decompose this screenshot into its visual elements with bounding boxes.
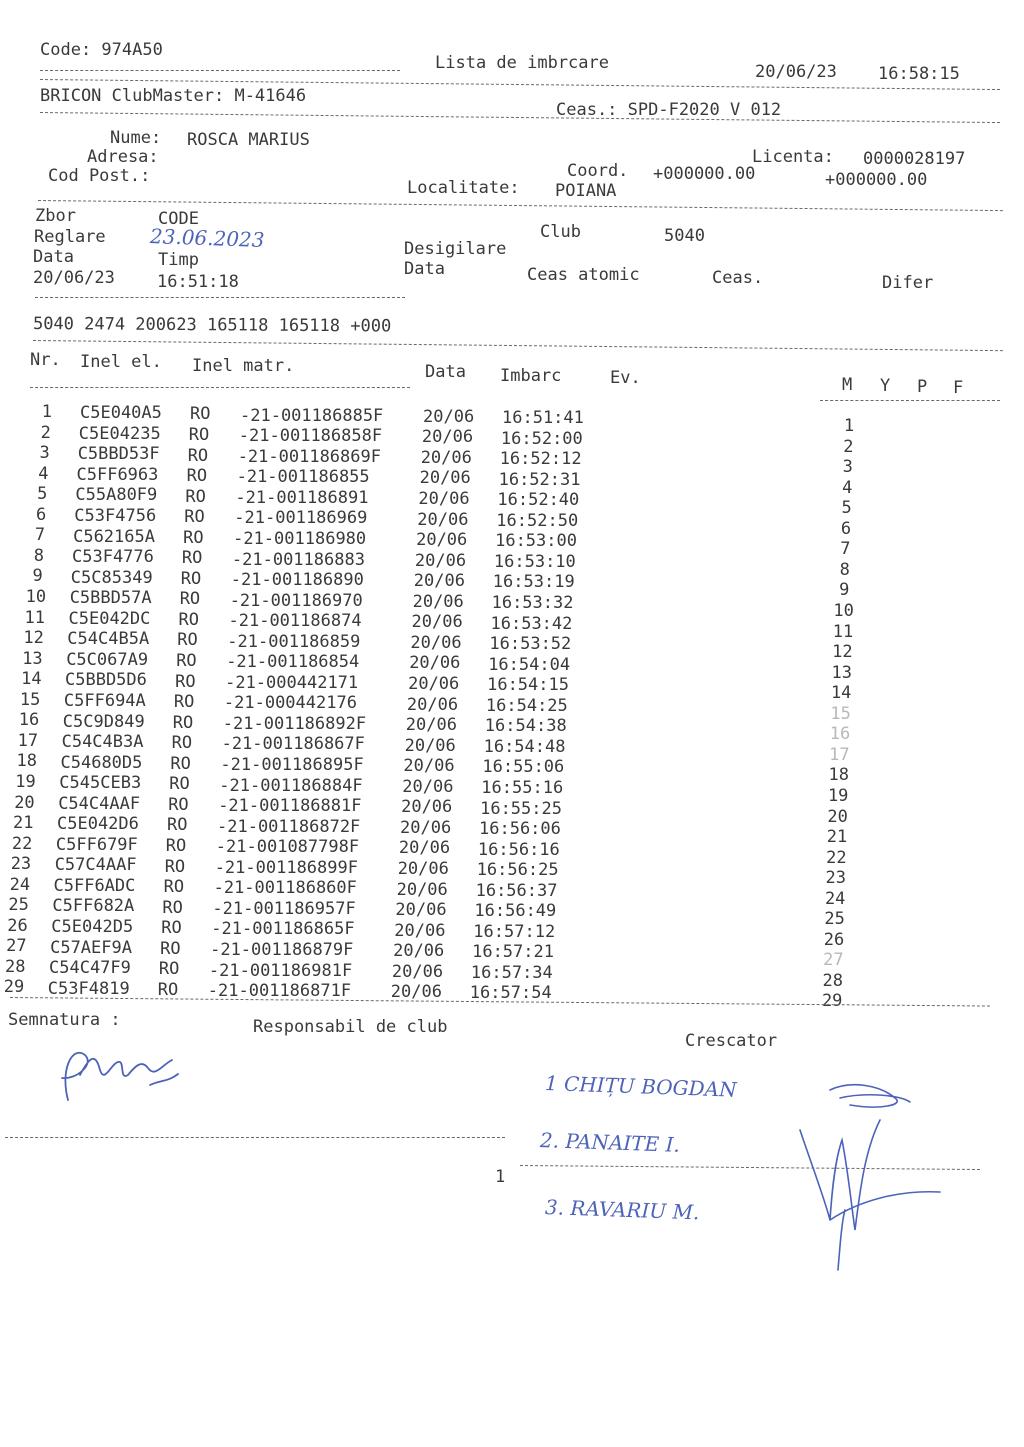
cell-c: RO xyxy=(185,486,206,507)
cell-date: 20/06 xyxy=(395,900,447,920)
cell-matr: -21-001186860F xyxy=(213,878,357,899)
committee-member-1: 1 CHIȚU BOGDAN xyxy=(544,1071,738,1102)
divider xyxy=(40,70,400,71)
col-data: Data xyxy=(425,362,466,382)
cell-time: 16:52:50 xyxy=(496,510,579,531)
committee-signatures-handwritten xyxy=(770,1070,970,1280)
cell-m: 12 xyxy=(832,642,853,662)
cell-c: RO xyxy=(160,938,181,959)
divider xyxy=(33,340,1003,351)
cell-time: 16:55:06 xyxy=(482,757,565,778)
cell-nr: 4 xyxy=(38,463,49,484)
cell-matr: -21-001186883 xyxy=(231,549,365,570)
cell-nr: 18 xyxy=(16,751,37,772)
cell-date: 20/06 xyxy=(417,509,469,530)
ceas-label: Ceas. xyxy=(712,268,764,288)
cell-nr: 28 xyxy=(5,956,26,977)
cell-c: RO xyxy=(184,507,205,528)
divider xyxy=(40,112,1000,123)
cell-el: C53F4819 xyxy=(47,978,130,999)
cell-el: C53F4756 xyxy=(74,505,157,526)
cell-time: 16:53:52 xyxy=(489,634,572,654)
cell-nr: 27 xyxy=(6,936,27,957)
cell-nr: 29 xyxy=(3,977,25,998)
cell-time: 16:52:40 xyxy=(497,490,580,511)
cell-matr: -21-000442176 xyxy=(223,693,357,714)
cell-time: 16:56:25 xyxy=(476,860,559,881)
cell-time: 16:54:15 xyxy=(487,675,569,696)
postal-label: Cod Post.: xyxy=(48,166,151,186)
cell-nr: 3 xyxy=(39,443,50,464)
cell-time: 16:56:37 xyxy=(475,880,558,901)
cell-time: 16:54:48 xyxy=(483,736,566,757)
cell-el: C5E040A5 xyxy=(80,403,162,424)
cell-c: RO xyxy=(161,918,182,939)
cell-date: 20/06 xyxy=(408,674,460,694)
cell-m: 13 xyxy=(831,662,853,683)
cell-el: C5C067A9 xyxy=(66,649,149,670)
col-ev: Ev. xyxy=(610,368,641,388)
cell-c: RO xyxy=(164,856,186,877)
cell-nr: 5 xyxy=(37,484,48,505)
locality-label: Localitate: xyxy=(407,178,520,198)
cell-m: 25 xyxy=(824,909,845,930)
cell-date: 20/06 xyxy=(394,920,446,941)
reglare-handwritten-date: 23.06.2023 xyxy=(149,224,265,252)
cell-nr: 2 xyxy=(40,422,51,443)
cell-date: 20/06 xyxy=(409,653,461,674)
cell-matr: -21-000442171 xyxy=(225,672,359,693)
cell-time: 16:54:25 xyxy=(485,695,568,716)
cell-nr: 1 xyxy=(41,402,52,422)
cell-m: 7 xyxy=(840,539,851,560)
cell-m: 14 xyxy=(830,683,852,704)
cell-date: 20/06 xyxy=(390,982,442,1003)
cell-m: 29 xyxy=(821,991,843,1012)
cell-m: 24 xyxy=(824,888,846,909)
cell-time: 16:53:19 xyxy=(492,572,575,593)
data-label: Data xyxy=(33,247,74,267)
col-imbarc: Imbarc xyxy=(500,366,562,386)
coord-x: +000000.00 xyxy=(653,164,756,184)
cell-date: 20/06 xyxy=(413,571,465,592)
col-y: Y xyxy=(880,376,891,396)
cell-date: 20/06 xyxy=(391,961,444,982)
coord-label: Coord. xyxy=(567,161,629,181)
summary-line: 5040 2474 200623 165118 165118 +000 xyxy=(32,314,392,337)
cell-m: 3 xyxy=(842,457,853,478)
cell-c: RO xyxy=(172,712,194,733)
cell-date: 20/06 xyxy=(423,406,475,427)
cell-el: C54C4AAF xyxy=(58,793,141,814)
cell-time: 16:57:21 xyxy=(472,942,554,963)
committee-member-3: 3. RAVARIU M. xyxy=(544,1195,700,1225)
cell-date: 20/06 xyxy=(404,735,456,756)
cell-matr: -21-001186980 xyxy=(233,528,367,549)
cell-nr: 12 xyxy=(23,628,44,648)
cell-nr: 15 xyxy=(19,689,41,710)
cell-matr: -21-001186899F xyxy=(214,857,358,878)
code-label: Code: 974A50 xyxy=(40,40,163,60)
cell-el: C5C85349 xyxy=(70,567,153,588)
cell-c: RO xyxy=(158,959,180,980)
desigilare-label: Desigilare xyxy=(404,239,507,259)
cell-el: C5FF682A xyxy=(52,896,135,917)
cell-c: RO xyxy=(162,897,183,918)
cell-matr: -21-001186970 xyxy=(229,590,363,611)
cell-m: 17 xyxy=(829,744,850,765)
cell-m: 16 xyxy=(829,724,851,745)
cell-matr: -21-001186859 xyxy=(227,631,361,652)
cell-date: 20/06 xyxy=(412,591,464,612)
cell-time: 16:53:32 xyxy=(491,593,574,613)
cell-time: 16:55:16 xyxy=(481,777,564,798)
print-date: 20/06/23 xyxy=(755,62,837,82)
cell-date: 20/06 xyxy=(419,468,471,489)
cell-nr: 24 xyxy=(9,874,31,895)
cell-nr: 13 xyxy=(22,648,43,669)
cell-time: 16:52:12 xyxy=(499,449,582,470)
cell-nr: 23 xyxy=(10,854,32,875)
cell-m: 9 xyxy=(839,580,850,601)
cell-c: RO xyxy=(175,671,196,692)
cell-matr: -21-001186890 xyxy=(230,570,364,590)
cell-c: RO xyxy=(188,424,210,445)
cell-matr: -21-001186881F xyxy=(218,796,362,817)
cell-c: RO xyxy=(177,630,198,651)
cell-m: 21 xyxy=(826,827,848,847)
cell-matr: -21-001186969 xyxy=(234,508,368,529)
cell-c: RO xyxy=(183,527,204,548)
cell-matr: -21-001186867F xyxy=(221,734,365,755)
cell-nr: 9 xyxy=(32,566,43,587)
cell-m: 4 xyxy=(842,477,853,498)
cell-el: C55A80F9 xyxy=(75,485,158,506)
cell-nr: 14 xyxy=(21,669,42,690)
cell-time: 16:54:04 xyxy=(488,654,571,675)
cell-date: 20/06 xyxy=(397,858,449,879)
cell-c: RO xyxy=(171,733,193,754)
cell-m: 19 xyxy=(827,785,849,806)
print-time: 16:58:15 xyxy=(878,64,960,84)
cell-time: 16:52:31 xyxy=(498,469,581,490)
signature-label: Semnatura : xyxy=(8,1010,121,1030)
cell-date: 20/06 xyxy=(398,838,451,859)
owner-name: ROSCA MARIUS xyxy=(187,130,310,150)
cell-date: 20/06 xyxy=(418,489,470,509)
license-label: Licenta: xyxy=(752,147,834,167)
cell-c: RO xyxy=(187,445,209,466)
cell-nr: 20 xyxy=(14,792,35,813)
divider xyxy=(820,400,1000,401)
coord-y: +000000.00 xyxy=(825,170,928,190)
ceas-atomic-label: Ceas atomic xyxy=(527,265,640,285)
cell-nr: 26 xyxy=(7,915,28,936)
cell-el: C5E042D5 xyxy=(51,917,134,937)
cell-time: 16:51:41 xyxy=(502,408,584,428)
club-responsible-label: Responsabil de club xyxy=(253,1017,448,1037)
cell-matr: -21-001186872F xyxy=(217,816,361,837)
cell-matr: -21-001186869F xyxy=(237,446,381,467)
cell-date: 20/06 xyxy=(401,797,453,818)
cell-m: 6 xyxy=(840,518,852,539)
cell-date: 20/06 xyxy=(405,715,457,735)
cell-matr: -21-001186891 xyxy=(235,487,369,508)
clock-label: Ceas.: SPD-F2020 V 012 xyxy=(556,100,782,120)
cell-time: 16:55:25 xyxy=(480,798,562,819)
cell-nr: 7 xyxy=(34,525,46,546)
cell-c: RO xyxy=(168,794,189,815)
license-number: 0000028197 xyxy=(863,149,966,169)
cell-el: C57AEF9A xyxy=(50,937,132,958)
cell-time: 16:57:54 xyxy=(469,983,552,1004)
cell-nr: 8 xyxy=(33,545,44,566)
cell-matr: -21-001186858F xyxy=(238,426,383,447)
cell-m: 28 xyxy=(822,970,844,991)
cell-m: 11 xyxy=(832,621,854,642)
address-label: Adresa: xyxy=(87,147,159,167)
col-inel-matr: Inel matr. xyxy=(192,356,295,376)
col-nr: Nr. xyxy=(30,350,61,370)
cell-el: C5E04235 xyxy=(78,423,161,444)
cell-el: C54680D5 xyxy=(60,752,143,773)
data2-label: Data xyxy=(404,259,445,279)
cell-c: RO xyxy=(163,877,185,898)
cell-matr: -21-001186884F xyxy=(219,775,363,796)
cell-nr: 10 xyxy=(25,587,47,607)
cell-m: 10 xyxy=(833,601,854,621)
cell-time: 16:57:34 xyxy=(470,962,553,983)
cell-matr: -21-001186854 xyxy=(226,652,360,673)
cell-el: C5FF6ADC xyxy=(53,875,136,896)
cell-nr: 11 xyxy=(24,607,45,628)
cell-time: 16:56:49 xyxy=(474,901,557,922)
cell-nr: 19 xyxy=(15,771,36,792)
divider xyxy=(5,1137,505,1138)
cell-nr: 25 xyxy=(8,895,29,916)
cell-date: 20/06 xyxy=(400,817,452,838)
cell-time: 16:53:10 xyxy=(493,551,576,572)
col-f: F xyxy=(953,378,964,398)
cell-c: RO xyxy=(178,609,199,630)
cell-matr: -21-001186895F xyxy=(220,755,364,775)
cell-el: C54C4B3A xyxy=(61,732,144,752)
cell-time: 16:52:00 xyxy=(500,428,583,449)
document-title: Lista de imbrcare xyxy=(435,53,609,73)
signature-handwritten xyxy=(50,1030,190,1110)
cell-nr: 21 xyxy=(13,813,34,833)
cell-nr: 16 xyxy=(18,710,40,731)
page-number: 1 xyxy=(495,1167,506,1187)
cell-m: 23 xyxy=(825,868,847,889)
club-label: Club xyxy=(540,222,581,242)
locality: POIANA xyxy=(555,181,617,201)
cell-time: 16:53:42 xyxy=(490,613,573,634)
cell-nr: 17 xyxy=(17,730,39,751)
cell-el: C5E042DC xyxy=(68,608,151,629)
start-time: 16:51:18 xyxy=(157,272,239,292)
cell-el: C54C4B5A xyxy=(67,629,150,650)
cell-matr: -21-001186879F xyxy=(210,939,354,960)
cell-date: 20/06 xyxy=(393,941,445,962)
difer-label: Difer xyxy=(882,273,934,293)
cell-c: RO xyxy=(180,568,202,589)
cell-el: C5FF694A xyxy=(63,690,146,711)
cell-matr: -21-001186892F xyxy=(222,713,367,734)
cell-date: 20/06 xyxy=(410,632,462,653)
cell-date: 20/06 xyxy=(421,427,474,448)
cell-c: RO xyxy=(176,651,197,671)
cell-el: C5BBD5D6 xyxy=(65,670,147,691)
cell-date: 20/06 xyxy=(420,447,472,468)
cell-m: 26 xyxy=(823,929,845,950)
cell-el: C5FF679F xyxy=(55,834,138,855)
cell-m: 15 xyxy=(830,703,851,724)
start-date: 20/06/23 xyxy=(33,268,115,288)
cell-m: 27 xyxy=(823,950,844,971)
cell-c: RO xyxy=(190,404,211,425)
cell-m: 8 xyxy=(839,559,850,580)
cell-time: 16:54:38 xyxy=(484,716,567,737)
system-label: BRICON ClubMaster: M-41646 xyxy=(40,86,307,106)
cell-m: 5 xyxy=(841,498,852,519)
cell-date: 20/06 xyxy=(414,550,467,571)
cell-c: RO xyxy=(170,753,191,774)
committee-member-2: 2. PANAITE I. xyxy=(539,1128,681,1157)
col-m: M xyxy=(842,375,853,395)
cell-el: C5E042D6 xyxy=(57,814,139,835)
cell-el: C54C47F9 xyxy=(49,958,131,979)
cell-c: RO xyxy=(167,815,188,836)
cell-c: RO xyxy=(186,466,208,486)
cell-date: 20/06 xyxy=(406,694,459,715)
cell-nr: 6 xyxy=(36,504,47,525)
reglare-label: Reglare xyxy=(34,227,106,247)
timp-label: Timp xyxy=(158,250,199,270)
cell-c: RO xyxy=(181,548,203,569)
breeder-label: Crescator xyxy=(685,1031,778,1051)
cell-time: 16:56:06 xyxy=(479,819,561,839)
divider xyxy=(30,387,410,388)
cell-el: C5C9D849 xyxy=(62,711,145,732)
cell-m: 1 xyxy=(843,416,855,436)
cell-el: C5BBD57A xyxy=(69,588,152,609)
cell-matr: -21-001186865F xyxy=(211,919,355,940)
cell-c: RO xyxy=(173,692,195,713)
cell-m: 22 xyxy=(826,847,847,868)
cell-el: C57C4AAF xyxy=(54,855,137,876)
cell-matr: -21-001087798F xyxy=(215,837,360,858)
cell-date: 20/06 xyxy=(402,776,454,797)
cell-nr: 22 xyxy=(11,833,33,854)
cell-date: 20/06 xyxy=(411,612,463,633)
cell-matr: -21-001186885F xyxy=(240,405,384,426)
cell-matr: -21-001186855 xyxy=(236,467,370,488)
cell-el: C5FF6963 xyxy=(76,464,159,485)
code-col-label: CODE xyxy=(158,209,199,229)
col-inel-el: Inel el. xyxy=(80,352,162,372)
cell-date: 20/06 xyxy=(403,756,455,777)
club-number: 5040 xyxy=(664,226,705,246)
cell-date: 20/06 xyxy=(416,530,468,551)
cell-matr: -21-001186957F xyxy=(212,898,356,919)
cell-time: 16:56:16 xyxy=(477,839,560,860)
cell-matr: -21-001186874 xyxy=(228,611,362,632)
zbor-label: Zbor xyxy=(35,206,76,226)
cell-time: 16:53:00 xyxy=(495,531,577,552)
cell-c: RO xyxy=(179,589,201,610)
cell-c: RO xyxy=(165,835,187,856)
cell-m: 2 xyxy=(843,436,854,457)
cell-date: 20/06 xyxy=(396,879,448,900)
cell-time: 16:57:12 xyxy=(473,921,556,942)
col-p: P xyxy=(917,377,928,397)
cell-m: 18 xyxy=(828,765,850,786)
cell-c: RO xyxy=(157,979,179,1000)
cell-c: RO xyxy=(169,774,190,795)
divider xyxy=(35,297,405,298)
owner-name-label: Nume: xyxy=(110,128,162,148)
cell-matr: -21-001186871F xyxy=(207,981,352,1001)
cell-el: C53F4776 xyxy=(72,547,154,568)
cell-el: C562165A xyxy=(73,526,155,547)
cell-m: 20 xyxy=(827,806,848,827)
cell-matr: -21-001186981F xyxy=(208,960,353,981)
cell-el: C5BBD53F xyxy=(77,444,160,465)
cell-el: C545CEB3 xyxy=(59,773,142,794)
